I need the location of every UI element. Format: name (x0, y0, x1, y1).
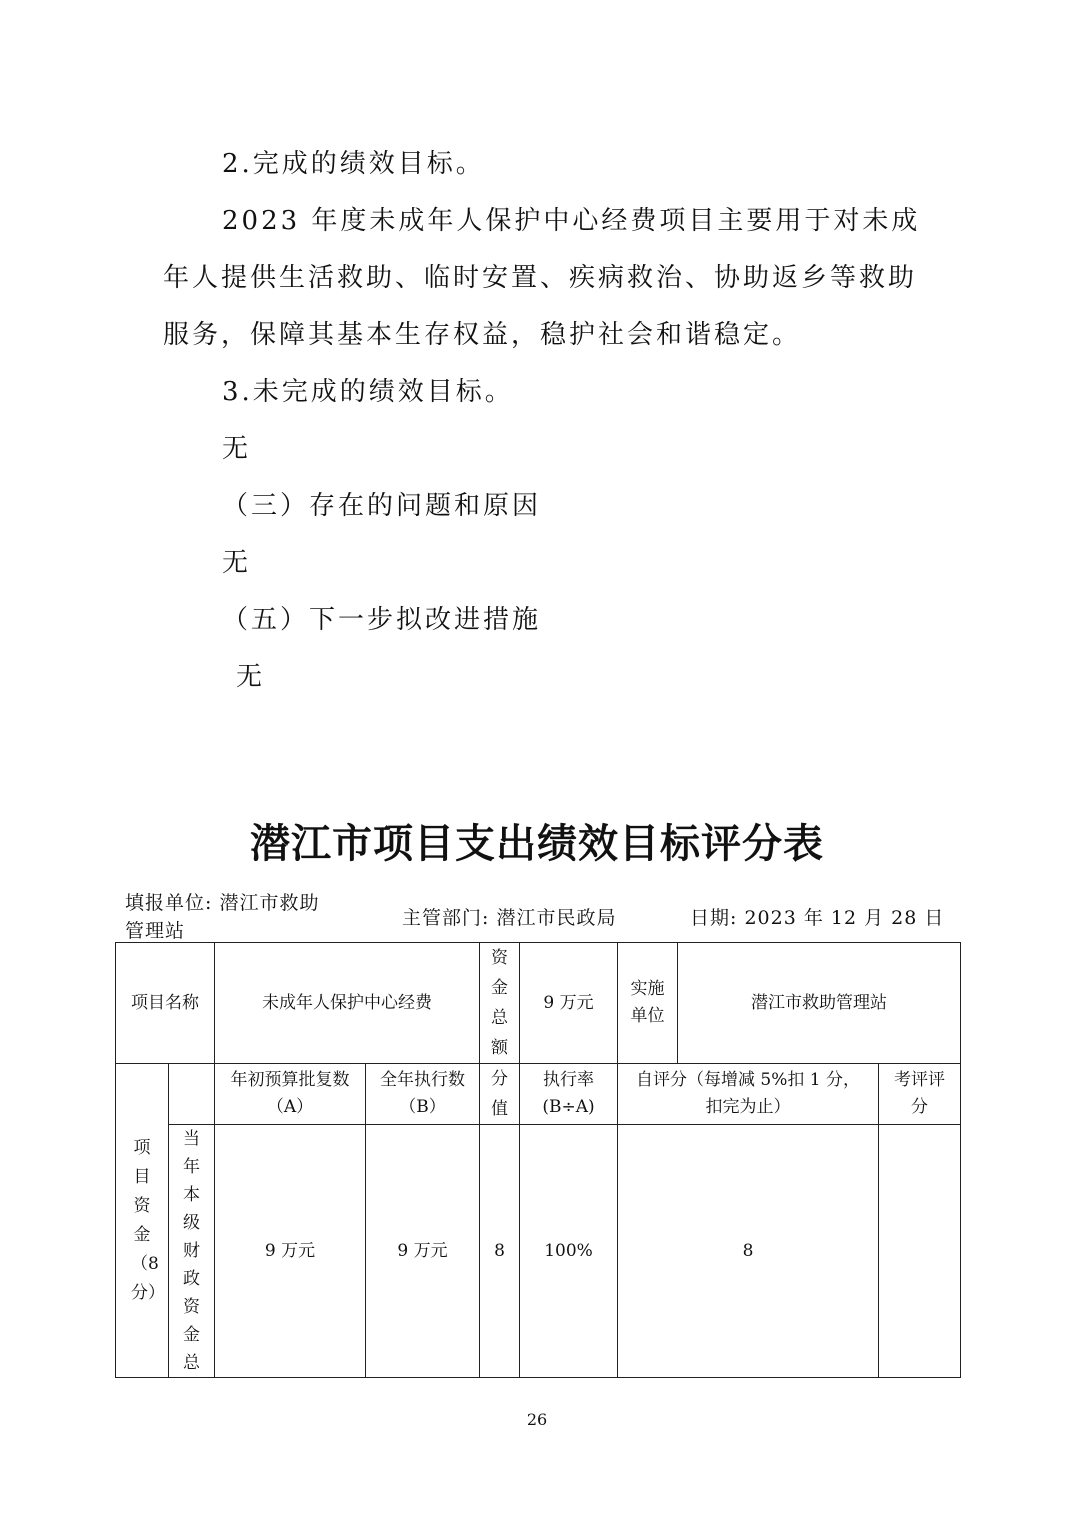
section-label-project-funds: 项目资金（8分） (116, 1064, 169, 1378)
filler-unit-line-1: 填报单位: 潜江市救助 (125, 892, 320, 914)
impl-unit-label: 实施单位 (618, 943, 678, 1064)
budget-value: 9 万元 (215, 1125, 366, 1378)
section-improvements-answer: 无 (236, 662, 266, 692)
project-name-value: 未成年人保护中心经费 (215, 943, 480, 1064)
table-row-funds (116, 1125, 961, 1378)
paragraph-uncompleted-answer: 无 (222, 434, 252, 464)
supervising-department: 主管部门: 潜江市民政局 (402, 907, 617, 929)
project-name-label: 项目名称 (116, 943, 215, 1064)
section-improvements-heading: （五）下一步拟改进措施 (222, 605, 542, 635)
table-row-project (116, 943, 961, 1064)
exec-value: 9 万元 (366, 1125, 480, 1378)
score-value: 8 (480, 1125, 520, 1378)
col-exec-header: 全年执行数（B） (366, 1064, 480, 1125)
score-table (115, 942, 961, 1378)
paragraph-goals-line-3: 服务，保障其基本生存权益，稳护社会和谐稳定。 (163, 320, 802, 350)
total-funds-label: 资金总额 (480, 943, 520, 1064)
col-score-header: 分值 (480, 1064, 520, 1125)
form-title: 潜江市项目支出绩效目标评分表 (250, 821, 824, 867)
page-number: 26 (526, 1410, 548, 1429)
sub-label-fiscal-funds: 当年本级财政资金总 (169, 1125, 215, 1378)
filler-unit-line-2: 管理站 (125, 920, 186, 942)
report-date: 日期: 2023 年 12 月 28 日 (690, 907, 945, 929)
section-problems-answer: 无 (222, 548, 252, 578)
paragraph-uncompleted-goals-heading: 3.未完成的绩效目标。 (222, 377, 514, 407)
self-score-value: 8 (618, 1125, 879, 1378)
col-self-header: 自评分（每增减 5%扣 1 分，扣完为止） (618, 1064, 879, 1125)
review-score-value (879, 1125, 961, 1378)
total-funds-value: 9 万元 (520, 943, 618, 1064)
paragraph-completed-goals-heading: 2.完成的绩效目标。 (222, 149, 485, 179)
empty-header-cell (169, 1064, 215, 1125)
section-problems-heading: （三）存在的问题和原因 (222, 491, 542, 521)
rate-value: 100% (520, 1125, 618, 1378)
col-budget-header: 年初预算批复数（A） (215, 1064, 366, 1125)
table-row-headers (116, 1064, 961, 1125)
paragraph-goals-line-1: 2023 年度未成年人保护中心经费项目主要用于对未成 (222, 206, 921, 236)
col-review-header: 考评评分 (879, 1064, 961, 1125)
paragraph-goals-line-2: 年人提供生活救助、临时安置、疾病救治、协助返乡等救助 (163, 263, 918, 293)
col-rate-header: 执行率(B÷A) (520, 1064, 618, 1125)
impl-unit-value: 潜江市救助管理站 (678, 943, 961, 1064)
